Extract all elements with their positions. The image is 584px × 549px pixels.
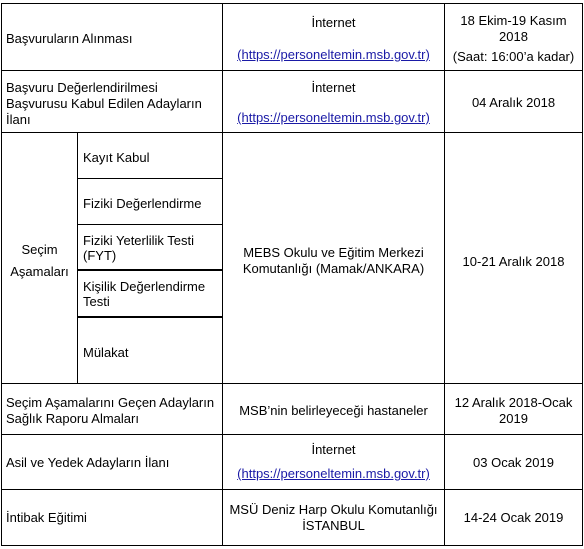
row-intibak-place-line1: MSÜ Deniz Harp Okulu Komutanlığı	[229, 502, 438, 517]
row-degerlendirme-label-line1: Başvuru Değerlendirilmesi	[6, 80, 158, 95]
row-degerlendirme-date-cell	[444, 70, 583, 133]
row-basvuru-place-link[interactable]: (https://personeltemin.msb.gov.tr)	[237, 47, 430, 62]
stage-cell-mulakat	[77, 317, 223, 384]
row-ilan-place-cell	[222, 434, 445, 490]
row-secim-place-line2: Komutanlığı (Mamak/ANKARA)	[242, 261, 425, 276]
row-secim-label-line1: Seçim	[21, 242, 58, 257]
row-saglik-place-cell	[222, 383, 445, 435]
row-degerlendirme-place-link[interactable]: (https://personeltemin.msb.gov.tr)	[237, 110, 430, 125]
row-basvuru-date-line3: (Saat: 16:00’a kadar)	[452, 49, 575, 64]
stage-label: Kayıt Kabul	[83, 150, 150, 165]
row-intibak-place-cell	[222, 489, 445, 546]
stage-label: Mülakat	[83, 345, 129, 360]
row-ilan-place-link[interactable]: (https://personeltemin.msb.gov.tr)	[237, 466, 430, 481]
row-secim-date-cell	[444, 132, 583, 384]
row-intibak-place-line2: İSTANBUL	[302, 518, 365, 533]
stage-cell-kisilik	[77, 270, 223, 318]
row-secim-place-cell	[222, 132, 445, 384]
stage-cell-fyt	[77, 224, 223, 271]
row-secim-place-line1: MEBS Okulu ve Eğitim Merkezi	[243, 245, 424, 260]
row-secim-label-line2: Aşamaları	[10, 264, 69, 279]
row-secim-label-cell	[1, 132, 78, 384]
row-basvuru-label-cell	[1, 3, 223, 71]
stage-cell-kayit-kabul	[77, 132, 223, 179]
row-ilan-date: 03 Ocak 2019	[473, 455, 554, 470]
row-basvuru-label: Başvuruların Alınması	[6, 31, 133, 46]
row-intibak-date-cell	[444, 489, 583, 546]
row-degerlendirme-label-line3: İlanı	[6, 112, 31, 127]
row-basvuru-place-cell	[222, 3, 445, 71]
row-degerlendirme-label-line2: Başvurusu Kabul Edilen Adayların	[6, 96, 202, 111]
row-ilan-label-cell	[1, 434, 223, 490]
row-intibak-label-cell	[1, 489, 223, 546]
row-degerlendirme-place-cell	[222, 70, 445, 133]
row-saglik-date-line2: 2019	[499, 411, 528, 426]
stage-label: Kişilik Değerlendirme	[83, 279, 206, 294]
row-ilan-label: Asil ve Yedek Adayların İlanı	[6, 455, 170, 470]
stage-cell-fiziki-degerlendirme	[77, 178, 223, 225]
row-saglik-label-cell	[1, 383, 223, 435]
stage-label: Fiziki Yeterlilik Testi	[83, 233, 195, 248]
row-saglik-label-line1: Seçim Aşamalarını Geçen Adayların	[6, 395, 215, 410]
row-basvuru-date-line2: 2018	[499, 29, 528, 44]
row-saglik-label-line2: Sağlık Raporu Almaları	[6, 411, 139, 426]
stage-label-line2: Testi	[83, 294, 110, 309]
row-saglik-date-line1: 12 Aralık 2018-Ocak	[454, 395, 573, 410]
row-degerlendirme-date: 04 Aralık 2018	[471, 95, 556, 110]
row-degerlendirme-label-cell	[1, 70, 223, 133]
stage-label-line2: (FYT)	[83, 248, 117, 263]
row-ilan-place-line1: İnternet	[311, 442, 356, 457]
row-basvuru-place-line1: İnternet	[311, 15, 356, 30]
row-saglik-date-cell	[444, 383, 583, 435]
row-intibak-label: İntibak Eğitimi	[6, 510, 87, 525]
stage-label: Fiziki Değerlendirme	[83, 196, 202, 211]
row-saglik-place: MSB’nin belirleyeceği hastaneler	[239, 403, 428, 418]
row-secim-date: 10-21 Aralık 2018	[462, 254, 565, 269]
row-basvuru-date-line1: 18 Ekim-19 Kasım	[460, 13, 567, 28]
row-degerlendirme-place-line1: İnternet	[311, 80, 356, 95]
row-intibak-date: 14-24 Ocak 2019	[463, 510, 564, 525]
row-basvuru-date-cell	[444, 3, 583, 71]
row-ilan-date-cell	[444, 434, 583, 490]
